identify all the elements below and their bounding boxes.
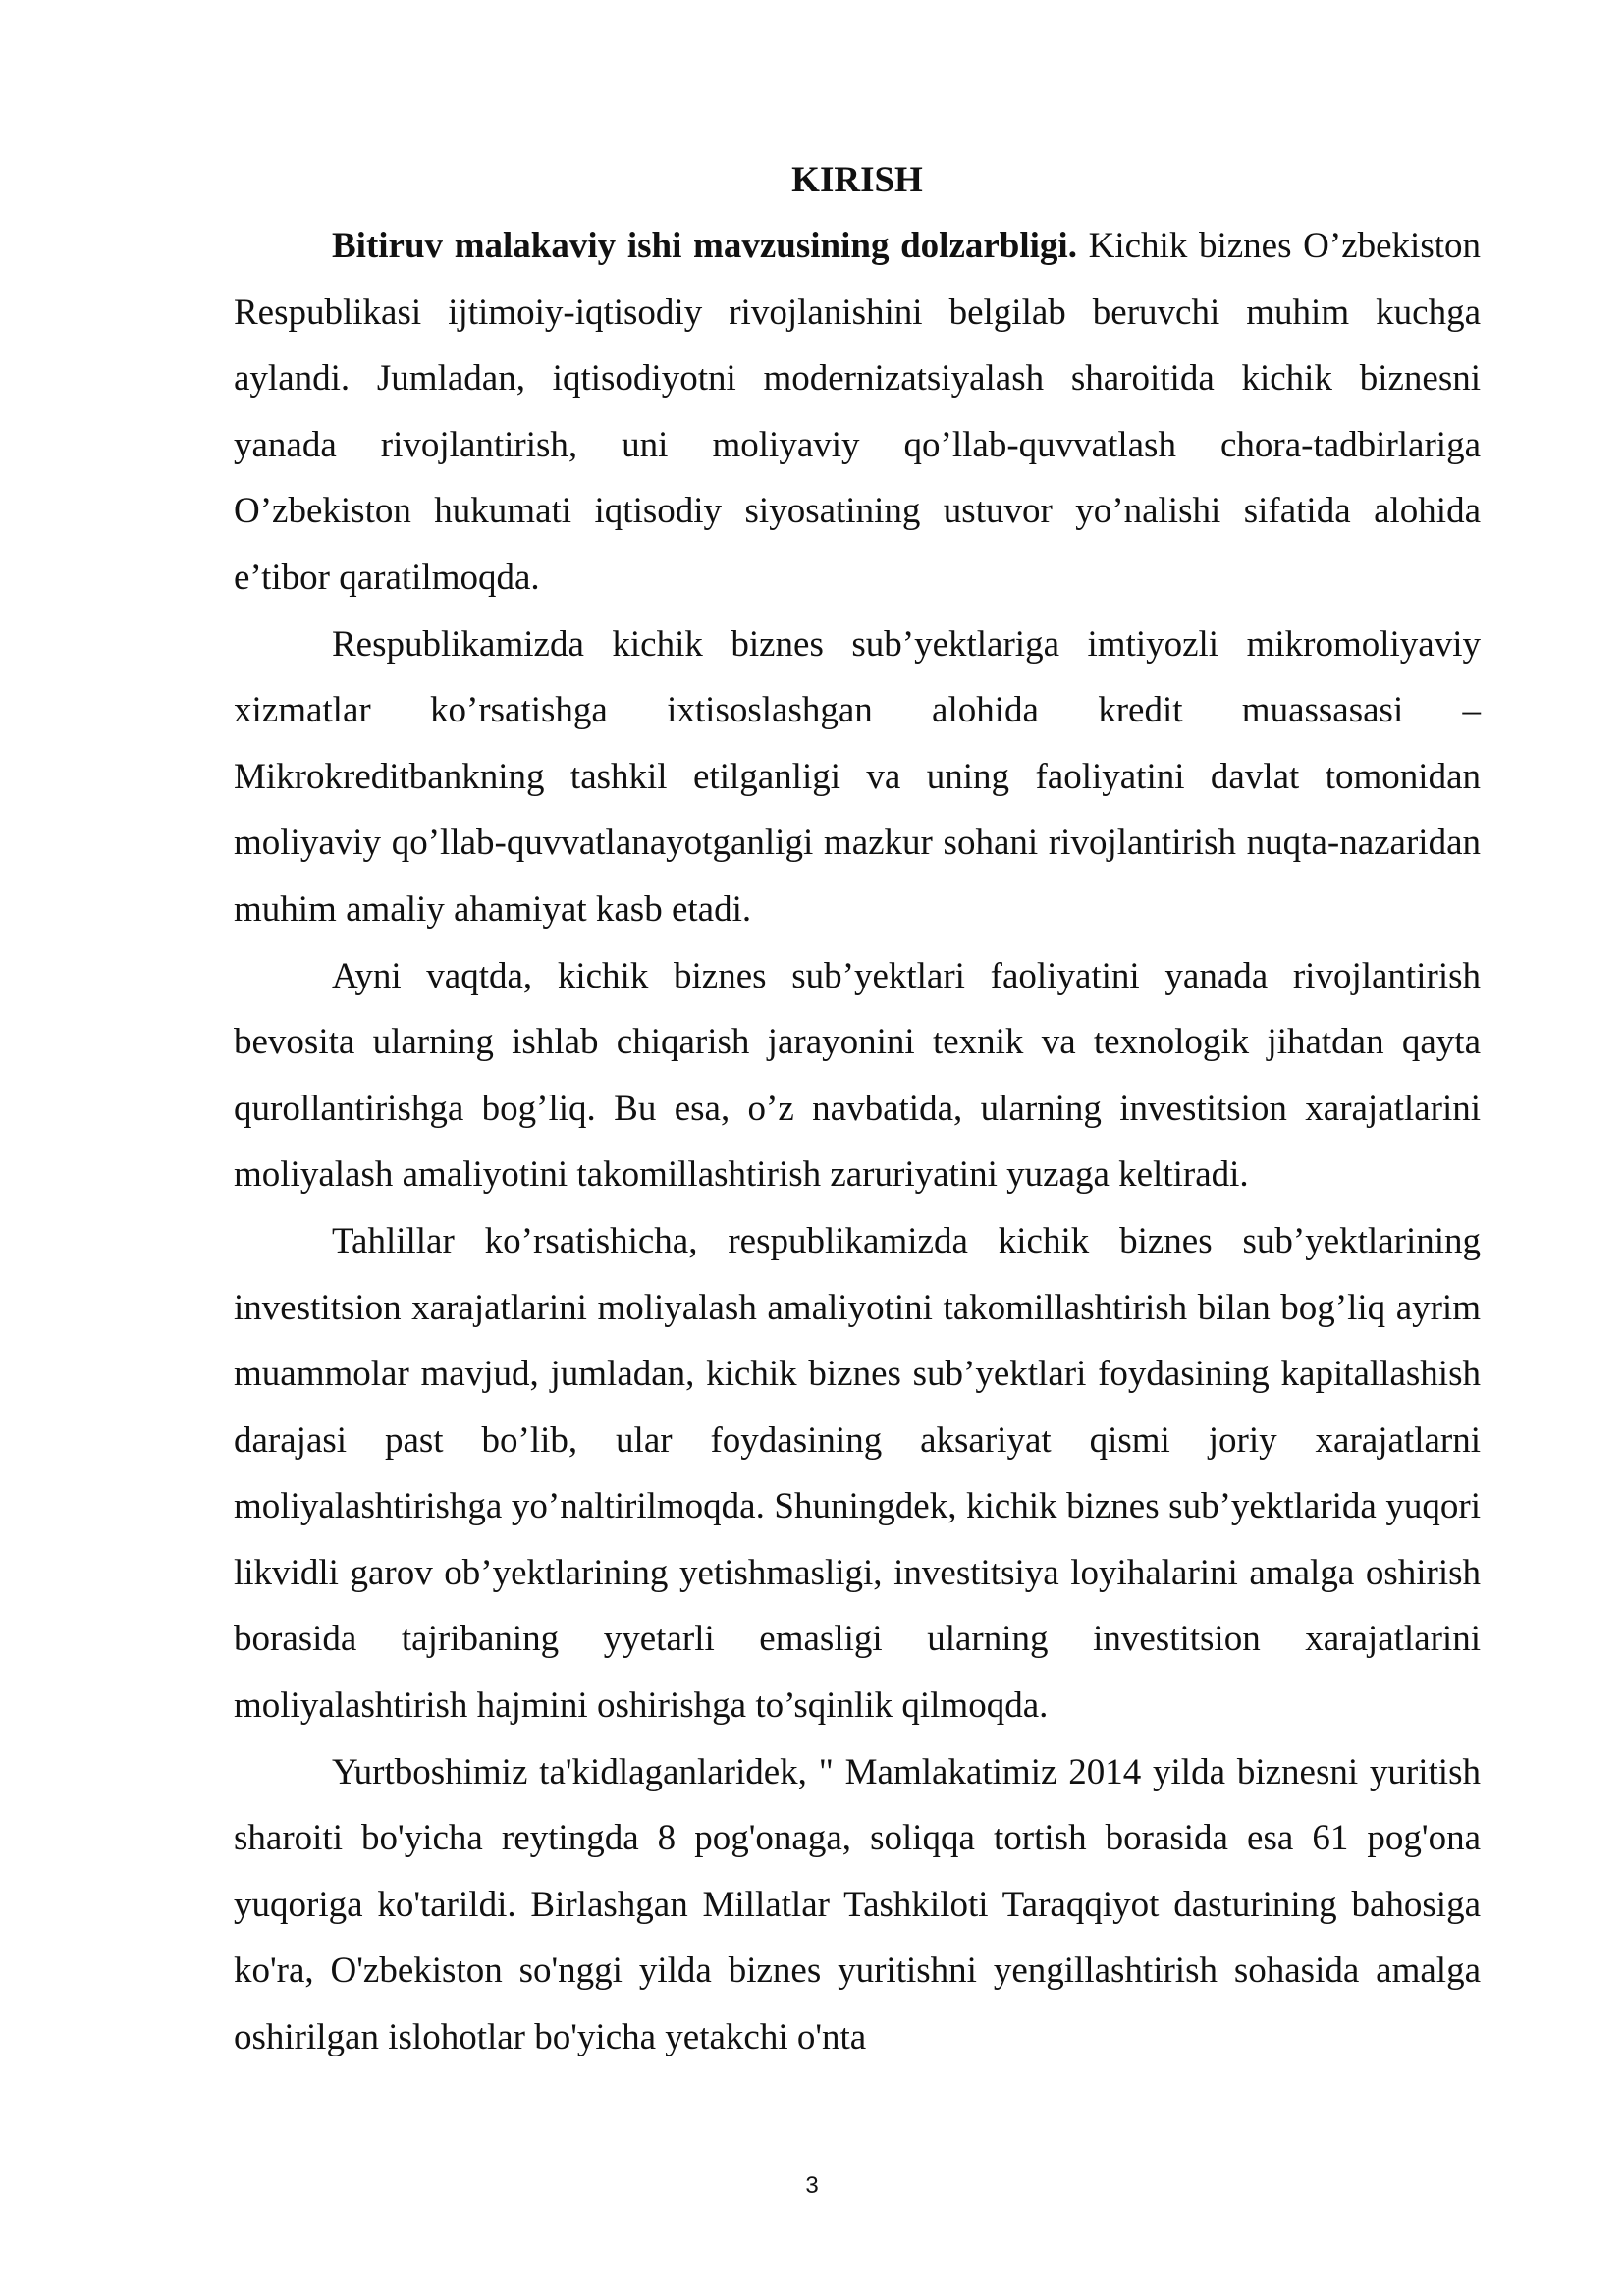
page-number: 3 xyxy=(805,2172,819,2199)
paragraph-microcreditbank: Respublikamizda kichik biznes sub’yektlariga imtiyozli mikromoliyaviy xizmatlar ko’rsatishga ixtisoslashgan alohida kredit muassasasi – Mikrokreditbankning tashkil etilganligi va uning faoliyatini davlat tomonidan moliyaviy qo’llab-quvvatlanayotganligi mazkur sohani rivojlantirish nuqta-nazaridan muhim amaliy ahamiyat kasb etadi. xyxy=(234,623,1481,930)
paragraph-president-quote: Yurtboshimiz ta'kidlaganlaridek, " Mamlakatimiz 2014 yilda biznesni yuritish sharoiti bo'yicha reytingda 8 pog'onaga, soliqqa tortish borasida esa 61 pog'ona yuqoriga ko'tarildi. Birlashgan Millatlar Tashkiloti Taraqqiyot dasturining bahosiga ko'ra, O'zbekiston so'nggi yilda biznes yuritishni yengillashtirish sohasida amalga oshirilgan islohotlar bo'yicha yetakchi o'nta xyxy=(234,1751,1481,2058)
section-heading: KIRISH xyxy=(791,160,923,200)
paragraph-rearmament: Ayni vaqtda, kichik biznes sub’yektlari faoliyatini yanada rivojlantirish bevosita ularning ishlab chiqarish jarayonini texnik va texnologik jihatdan qayta qurollantirishga bog’liq. Bu esa, o’z navbatida, ularning investitsion xarajatlarini moliyalash amaliyotini takomillashtirish zaruriyatini yuzaga keltiradi. xyxy=(234,955,1481,1196)
page-content xyxy=(234,147,1481,2071)
paragraph-relevance xyxy=(234,213,1481,612)
paragraph-lead: Bitiruv malakaviy ishi mavzusining dolzarbligi. xyxy=(332,226,1077,266)
paragraph-analysis: Tahlillar ko’rsatishicha, respublikamizda kichik biznes sub’yektlarining investitsion xarajatlarini moliyalash amaliyotini takomillashtirish bilan bog’liq ayrim muammolar mavjud, jumladan, kichik biznes sub’yektlari foydasining kapitallashish darajasi past bo’lib, ular foydasining aksariyat qismi joriy xarajatlarni moliyalashtirishga yo’naltirilmoqda. Shuningdek, kichik biznes sub’yektlarida yuqori likvidli garov ob’yektlarining yetishmasligi, investitsiya loyihalarini amalga oshirish borasida tajribaning yyetarli emasligi ularning investitsion xarajatlarini moliyalashtirish hajmini oshirishga to’sqinlik qilmoqda. xyxy=(234,1220,1481,1727)
paragraph-text: Kichik biznes O’zbekiston Respublikasi ijtimoiy-iqtisodiy rivojlanishini belgilab beruvchi muhim kuchga aylandi. Jumladan, iqtisodiyotni modernizatsiyalash sharoitida kichik biznesni yanada rivojlantirish, uni moliyaviy qo’llab-quvvatlash chora-tadbirlariga O’zbekiston hukumati iqtisodiy siyosatining ustuvor yo’nalishi sifatida alohida e’tibor qaratilmoqda. xyxy=(234,226,1481,598)
